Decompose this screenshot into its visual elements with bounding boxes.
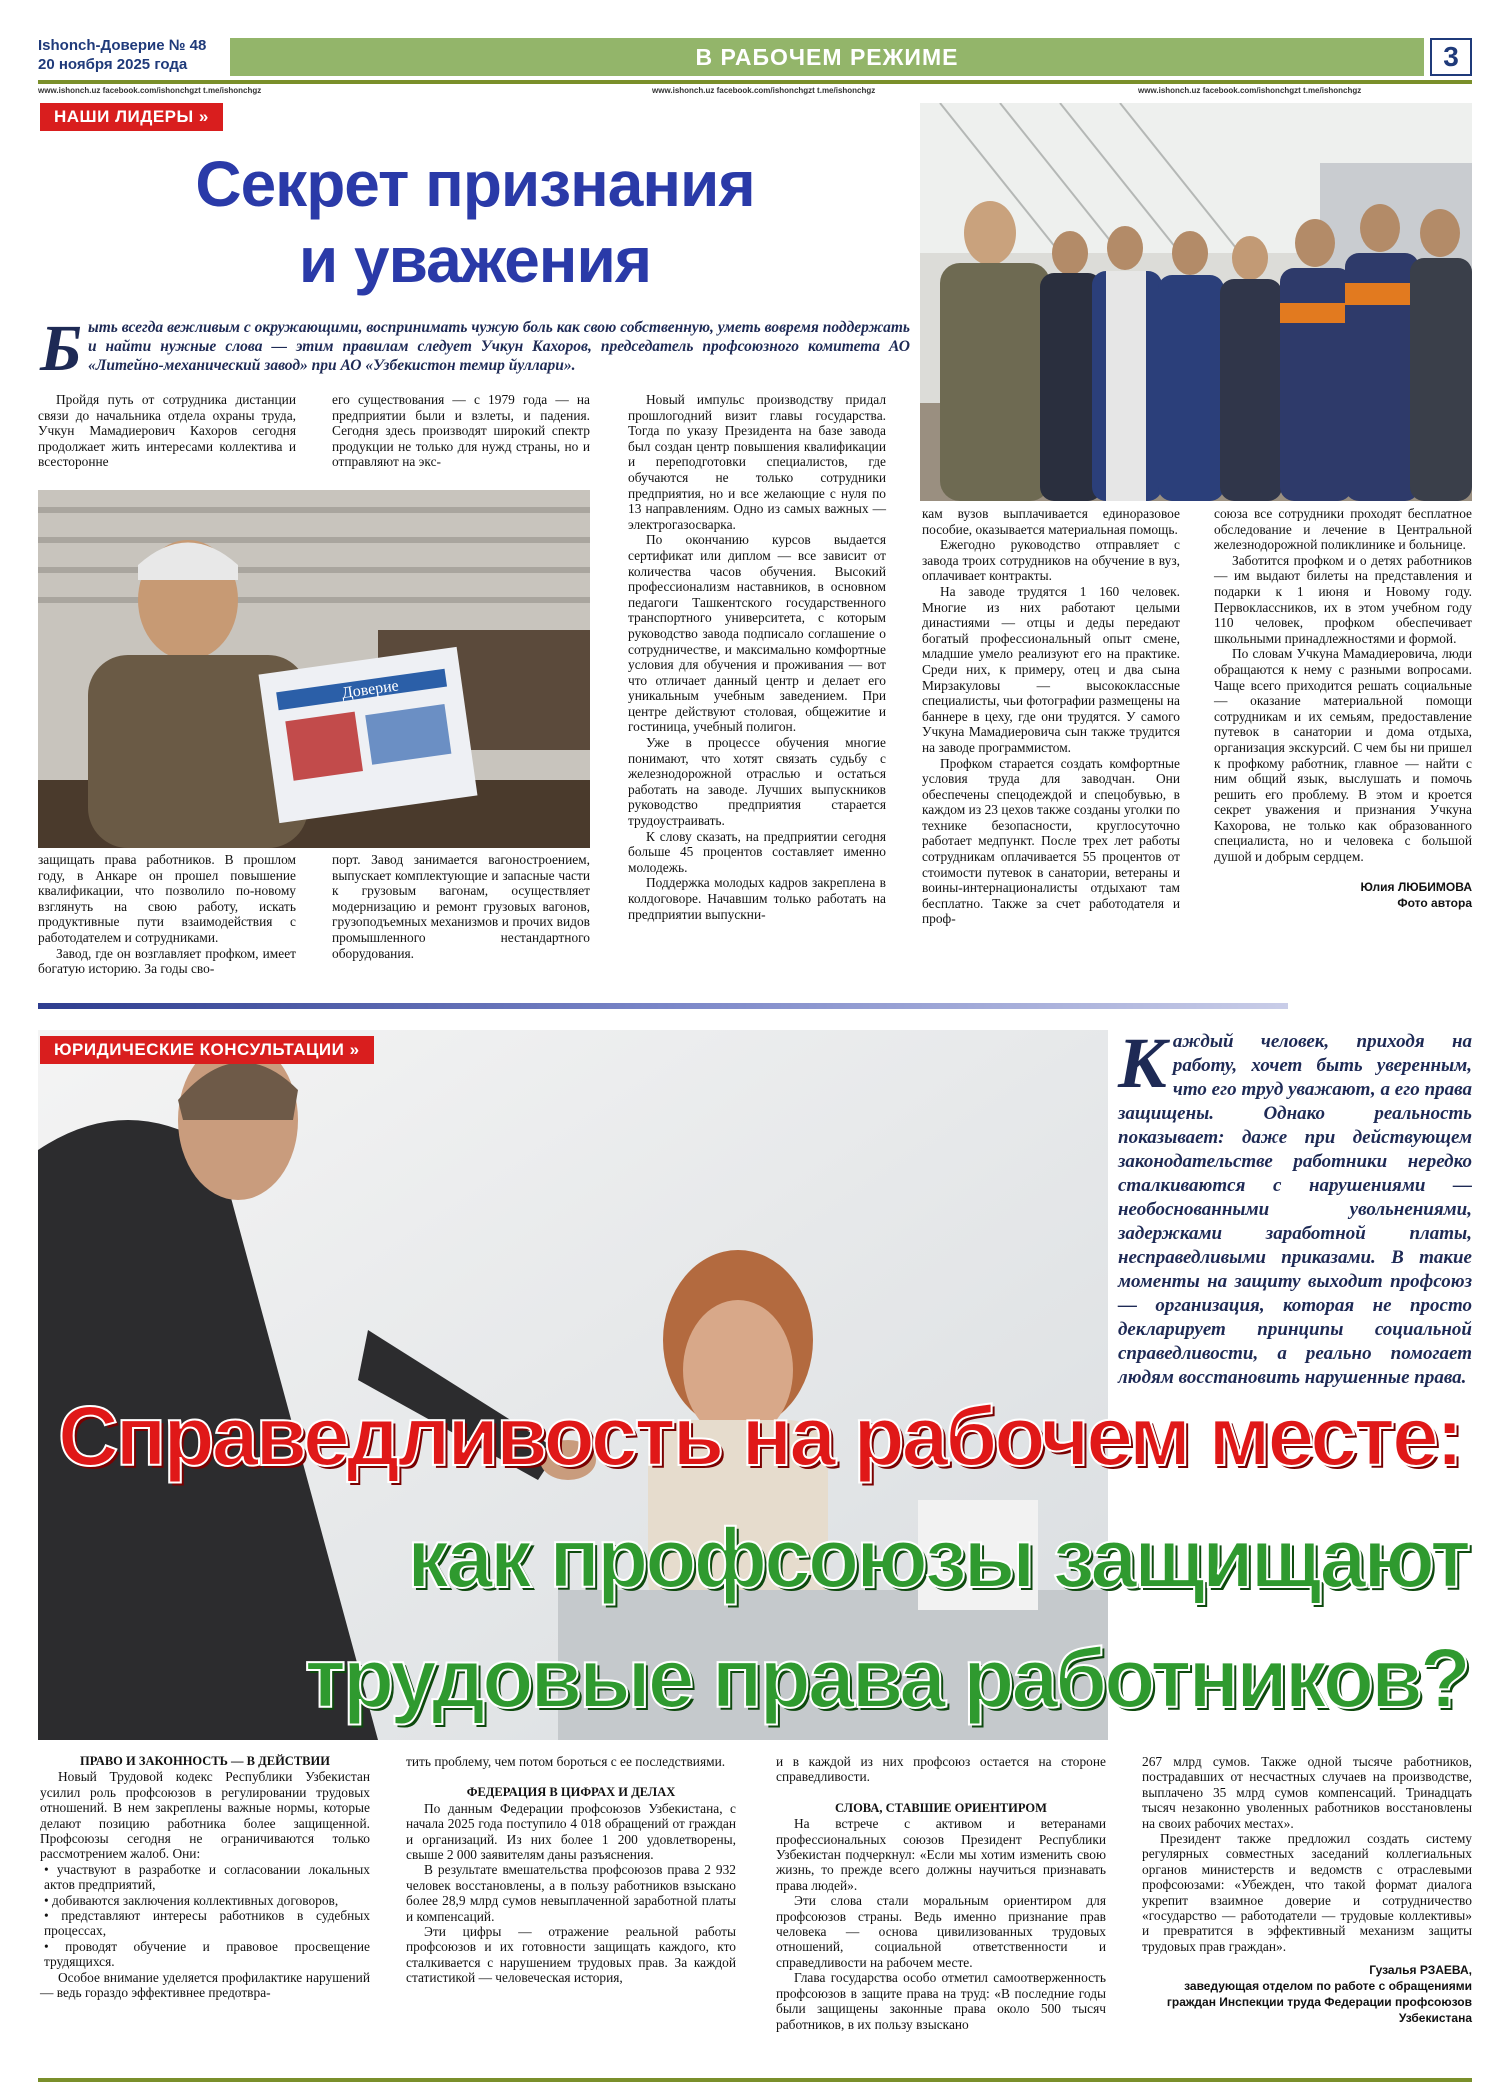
bullet-item: • проводят обучение и правовое просвещение трудящихся. <box>44 1938 370 1970</box>
headline-green-1: как профсоюзы защищают <box>407 1511 1468 1605</box>
lead2-text: аждый человек, приходя на работу, хочет быть уверенным, что его труд уважают, а его права защищены. Однако реальность показывает: даже при действующем законодательстве работники нередко сталкиваются с нарушениями — необоснованными увольнениями, задержками заработной платы, несправедливыми приказами. В такие моменты на защиту выходит профсоюз — организация, которая не просто декларирует принципы социальной справедливости, а реально помогает людям восстановить нарушенные права. <box>1118 1031 1472 1388</box>
section-title: В РАБОЧЕМ РЕЖИМЕ <box>695 44 959 70</box>
paragraph: и в каждой из них профсоюз остается на стороне справедливости. <box>776 1754 1106 1785</box>
subheading: СЛОВА, СТАВШИЕ ОРИЕНТИРОМ <box>835 1800 1047 1815</box>
drop-cap-2: К <box>1118 1023 1167 1103</box>
issue-info <box>38 36 224 74</box>
footer-rule <box>38 2078 1472 2082</box>
leader-reading-photo <box>38 490 590 848</box>
a1-col2-bottom <box>332 852 590 961</box>
paragraph: Эти слова стали моральным ориентиром для профсоюзов страны. Ведь именно признание прав человека — основа цивилизованных трудовых отношений, социальной ответственности и справедливости на рабочем месте. <box>776 1893 1106 1970</box>
subheading: ФЕДЕРАЦИЯ В ЦИФРАХ И ДЕЛАХ <box>466 1785 676 1800</box>
headline-red: Справедливость на рабочем месте: <box>58 1389 1461 1483</box>
a1-col4 <box>922 506 1180 927</box>
bullet-item: • участвуют в разработке и согласовании локальных актов предприятий, <box>44 1861 370 1893</box>
lead-text: ыть всегда вежливым с окружающими, воспринимать чужую боль как свою собственную, уметь вовремя поддержать и найти нужные слова — этим правилам следует Учкун Кахоров, председатель профсоюзного комитета АО «Литейно-механический завод» при АО «Узбекистон темир йуллари». <box>87 319 910 374</box>
title-line-1: Секрет признания <box>195 148 755 220</box>
a1-col2-top <box>332 392 590 470</box>
paragraph: Завод, где он возглавляет профком, имеет богатую историю. За годы сво- <box>38 945 296 977</box>
paragraph: Уже в процессе обучения многие понимают, что хотят связать судьбу с железнодорожной отраслью и остаться работать на заводе. Лучших выпускников руководство предприятия старается трудоустраивать. <box>628 735 886 829</box>
author-signature <box>1214 879 1472 911</box>
paragraph: Ежегодно руководство отправляет с завода троих сотрудников на обучение в вуз, оплачивает контракты. <box>922 537 1180 584</box>
paragraph: Глава государства особо отметил самоотверженность профсоюзов в защите права на труд: «В последние годы были защищены законные права около 500 тысяч работников, в их пользу взыскано <box>776 1970 1106 2032</box>
headline-green-2: трудовые права работников? <box>304 1631 1468 1725</box>
rubric-tag-legal: ЮРИДИЧЕСКИЕ КОНСУЛЬТАЦИИ » <box>40 1036 374 1064</box>
social-links-left[interactable]: www.ishonch.uz facebook.com/ishonchgzt t.me/ishonchgz <box>38 86 262 95</box>
paragraph: порт. Завод занимается вагоностроением, выпускает комплектующие и запасные части к грузовым вагонам, осуществляет модернизацию и ремонт грузовых вагонов, грузоподъемных механизмов и прочих видов промышленного нестандартного оборудования. <box>332 852 590 961</box>
social-links-center[interactable]: www.ishonch.uz facebook.com/ishonchgzt t.me/ishonchgz <box>652 86 876 95</box>
section-divider <box>38 1003 1288 1009</box>
article-title <box>40 146 910 298</box>
paragraph: союза все сотрудники проходят бесплатное обследование и лечение в Центральной железнодорожной поликлинике и больнице. <box>1214 506 1472 553</box>
subheading: ПРАВО И ЗАКОННОСТЬ — В ДЕЙСТВИИ <box>80 1754 330 1768</box>
a2-col2 <box>406 1754 736 1986</box>
paragraph: По данным Федерации профсоюзов Узбекистана, с начала 2025 года поступило 4 018 обращений от граждан и организаций. Из них более 1 200 удовлетворены, свыше 2 000 заявителям даны разъяснения. <box>406 1800 736 1863</box>
a1-col5 <box>1214 506 1472 911</box>
paragraph: По окончанию курсов выдается сертификат или диплом — все зависит от количества часов обучения. Высокий профессионализм наставников, в основном педагоги Ташкентского государственного транспортного университета, с которым руководство завода подписало соглашение о сотрудничестве, и максимально комфортные условия для обучения и проживания — вот что отличает данный центр и делает его уникальным учебным заведением. При центре действуют столовая, общежитие и гостиница, учебный полигон. <box>628 532 886 735</box>
paragraph: его существования — с 1979 года — на предприятии были и взлеты, и падения. Сегодня здесь производят широкий спектр продукции не только для нужд страны, но и отправляют на экс- <box>332 392 590 470</box>
author2-name: Гузалья РЗАЕВА, <box>1369 1963 1472 1978</box>
a2-col1 <box>40 1754 370 2001</box>
paragraph: На встрече с активом и ветеранами профессиональных союзов Президент Республики Узбекистан подчеркнул: «Если мы хотим изменить свою жизнь, то прежде всего должны научиться признавать права людей». <box>776 1816 1106 1893</box>
a2-col3 <box>776 1754 1106 2032</box>
paragraph: Поддержка молодых кадров закреплена в колдоговоре. Начавшим только работать на предприятии выпускни- <box>628 875 886 922</box>
article-lead <box>40 312 910 385</box>
issue-number: Ishonch-Доверие № 48 <box>38 37 207 54</box>
paragraph: Заботится профком и о детях работников — им выдают билеты на представления и подарки к 1 июня и Новому году. Первоклассников, их в этом учебном году 110 человек, профком обеспечивает школьными принадлежностями и формой. <box>1214 552 1472 646</box>
author2-position: заведующая отделом по работе с обращениями граждан Инспекции труда Федерации профсоюзов Узбекистана <box>1166 1979 1472 2026</box>
rubric-tag-leaders: НАШИ ЛИДЕРЫ » <box>40 103 223 131</box>
bullet-item: • добиваются заключения коллективных договоров, <box>44 1892 339 1908</box>
paragraph: тить проблему, чем потом бороться с ее последствиями. <box>406 1754 726 1769</box>
paragraph: Профком старается создать комфортные условия труда для заводчан. Они обеспечены спецодеждой и спецобувью, в каждом из 23 цехов также созданы уголки по технике безопасности, круглосуточно работает медпункт. После трех лет работы сотрудникам оплачивается 55 процентов от стоимости путевок в санатории, ветераны и воины-интернационалисты отдыхают там бесплатно. Также за счет работодателя и проф- <box>922 755 1180 927</box>
author-name: Юлия ЛЮБИМОВА <box>1360 879 1472 894</box>
paragraph: Эти цифры — отражение реальной работы профсоюзов и их готовности защищать каждого, кто сталкивается с нарушением трудовых прав. За каждой статистикой — человеческая история, <box>406 1924 736 1986</box>
author2-signature <box>1142 1962 1472 2026</box>
drop-cap: Б <box>40 312 82 385</box>
paragraph: К слову сказать, на предприятии сегодня больше 45 процентов составляет именно молодежь. <box>628 828 886 875</box>
paragraph: защищать права работников. В прошлом году, в Анкаре он прошел повышение квалификации, что позволило по-новому взглянуть на свою работу, искать продуктивные пути взаимодействия с работодателем и сотрудниками. <box>38 852 296 945</box>
bullet-item: • представляют интересы работников в судебных процессах, <box>44 1908 370 1939</box>
a2-col4 <box>1142 1754 1472 2026</box>
paragraph: В результате вмешательства профсоюзов права 2 932 человек восстановлены, а в пользу работников взыскано более 28,9 млрд сумов невыплаченной заработной платы и компенсаций. <box>406 1862 736 1924</box>
paragraph: Особое внимание уделяется профилактике нарушений — ведь гораздо эффективнее предотвра- <box>40 1969 370 2001</box>
issue-date: 20 ноября 2025 года <box>38 56 188 73</box>
page-number: 3 <box>1430 38 1472 76</box>
title-line-2: и уважения <box>298 224 652 296</box>
paragraph: Президент также предложил создать систему регулярных совместных заседаний коллегиальных органов министерств и ведомств с отраслевыми профсоюзами: «Убежден, что такой формат диалога укрепит взаимное доверие и сотрудничество «государство — работодатели — трудовые коллективы» и превратится в эффективный механизм защиты трудовых прав граждан». <box>1142 1831 1472 1954</box>
paragraph: 267 млрд сумов. Также одной тысяче работников, пострадавших от несчастных случаев на производстве, выплачено 35 млрд сумов компенсаций. Тринадцать тысяч незаконно уволенных работников восстановлены на своих рабочих местах». <box>1142 1754 1472 1831</box>
paragraph: Пройдя путь от сотрудника дистанции связи до начальника отдела охраны труда, Учкун Мамадиерович Кахоров сегодня продолжает жить интересами коллектива и всесторонне <box>38 392 296 470</box>
leader-reading-illustration <box>38 490 590 848</box>
a1-col1-bottom <box>38 852 296 977</box>
paragraph: кам вузов выплачивается единоразовое пособие, оказывается материальная помощь. <box>922 506 1180 537</box>
newspaper-masthead: Доверие <box>340 677 400 703</box>
paragraph: Новый импульс производству придал прошлогодний визит главы государства. Тогда по указу Президента на базе завода был создан центр повышения квалификации и переподготовки специалистов, где обучаются не только сотрудники предприятия, но и все желающие с нуля по 13 направлениям. Одно из самых важных — электрогазосварка. <box>628 392 886 532</box>
workers-group-illustration <box>920 103 1472 501</box>
workers-group-photo <box>920 103 1472 501</box>
social-links-right[interactable]: www.ishonch.uz facebook.com/ishonchgzt t.me/ishonchgz <box>1138 86 1362 95</box>
paragraph: По словам Учкуна Мамадиеровича, люди обращаются к нему с разными вопросами. Чаще всего приходится решать социальные — оказание материальной помощи сотрудникам и их семьям, предоставление путевок в санатории и дома отдыха, организация экскурсий. С чем бы ни пришел к профкому работник, главное — найти с ним общий язык, выслушать и помочь решить его проблему. В этом и кроется секрет уважения и признания Учкуна Кахорова, не только как образованного специалиста, но и человека с большой душой и добрым сердцем. <box>1214 646 1472 865</box>
a1-col3 <box>628 392 886 922</box>
paragraph: На заводе трудятся 1 160 человек. Многие из них работают целыми династиями — отцы и деды передают богатый профессиональный опыт смене, младшие умело реализуют его на практике. Среди них, к примеру, отец и два сына Мирзакуловы — высококлассные специалисты, чьи фотографии размещены на баннере в цеху, где они трудятся. У самого Учкуна Мамадиеровича сын также трудится на заводе программистом. <box>922 583 1180 755</box>
header-rule <box>38 80 1472 84</box>
photo-credit: Фото автора <box>1397 895 1472 910</box>
a1-col1-top <box>38 392 296 470</box>
paragraph: Новый Трудовой кодекс Республики Узбекистан усилил роль профсоюзов в регулировании трудовых отношений. В нем закреплены важные нормы, которые делают позицию работника более защищенной. Профсоюзы сегодня не ограничиваются только рассмотрением жалоб. Они: <box>40 1769 370 1862</box>
article2-lead <box>1118 1023 1472 1390</box>
